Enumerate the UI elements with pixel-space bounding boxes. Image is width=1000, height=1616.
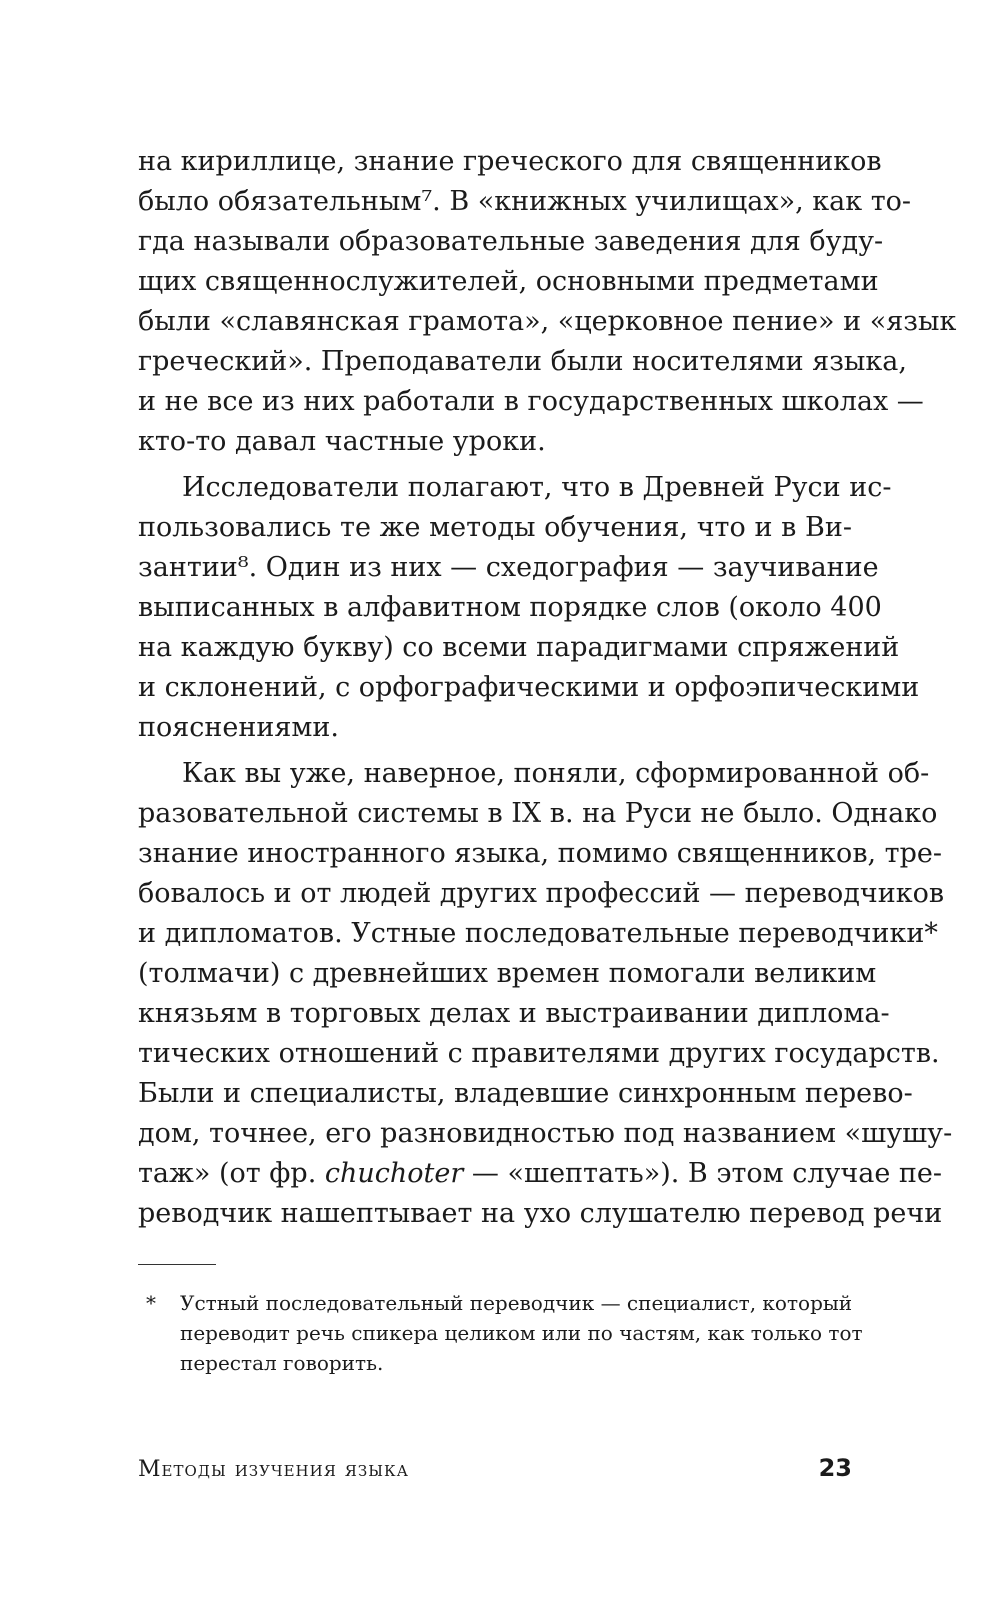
text-line: щих священнослужителей, основными предметами (138, 266, 879, 297)
footnote-line: Устный последовательный переводчик — специалист, который (180, 1291, 853, 1315)
text-line: пользовались те же методы обучения, что и в Ви- (138, 512, 852, 543)
footnote-divider (138, 1264, 216, 1265)
text-line: таж» (от фр. chuchoter — «шептать»). В этом случае пе- (138, 1158, 943, 1189)
footnote-line: перестал говорить. (180, 1351, 384, 1375)
text-line: были «славянская грамота», «церковное пение» и «язык (138, 306, 957, 337)
text-line: греческий». Преподаватели были носителями языка, (138, 346, 907, 377)
text-line: кто-то давал частные уроки. (138, 426, 546, 457)
text-line: на каждую букву) со всеми парадигмами спряжений (138, 632, 900, 663)
paragraph (138, 142, 957, 462)
footnote-text (180, 1288, 863, 1378)
text-line: и не все из них работали в государственных школах — (138, 386, 924, 417)
text-line: и дипломатов. Устные последовательные переводчики* (138, 918, 938, 949)
text-line: тических отношений с правителями других государств. (138, 1038, 940, 1069)
footnote-line: переводит речь спикера целиком или по частям, как только тот (180, 1321, 863, 1345)
text-line: и склонений, с орфографическими и орфоэпическими (138, 672, 920, 703)
text-line: (толмачи) с древнейших времен помогали великим (138, 958, 877, 989)
foreign-term: chuchoter (324, 1158, 464, 1189)
text-line: пояснениями. (138, 712, 339, 743)
text-line: зантии⁸. Один из них — схедография — заучивание (138, 552, 879, 583)
text-line: Исследователи полагают, что в Древней Руси ис- (182, 472, 892, 503)
paragraph (138, 754, 953, 1234)
text-line: реводчик нашептывает на ухо слушателю перевод речи (138, 1198, 943, 1229)
footnote-marker: * (146, 1291, 156, 1315)
text-line: князьям в торговых делах и выстраивании диплома- (138, 998, 890, 1029)
text-line: разовательной системы в IX в. на Руси не было. Однако (138, 798, 938, 829)
text-line: Были и специалисты, владевшие синхронным перево- (138, 1078, 913, 1109)
text-line: на кириллице, знание греческого для священников (138, 146, 882, 177)
text-line: гда называли образовательные заведения для буду- (138, 226, 884, 257)
text-line: дом, точнее, его разновидностью под названием «шушу- (138, 1118, 953, 1149)
text-line: выписанных в алфавитном порядке слов (около 400 (138, 592, 882, 623)
text-line: было обязательным⁷. В «книжных училищах», как то- (138, 186, 912, 217)
running-title: Методы изучения языка (138, 1457, 409, 1482)
main-text (138, 142, 957, 1234)
text-line: бовалось и от людей других профессий — переводчиков (138, 878, 945, 909)
text-line: Как вы уже, наверное, поняли, сформированной об- (182, 758, 930, 789)
page-number: 23 (818, 1454, 852, 1482)
text-line: знание иностранного языка, помимо священников, тре- (138, 838, 943, 869)
paragraph (138, 468, 920, 748)
